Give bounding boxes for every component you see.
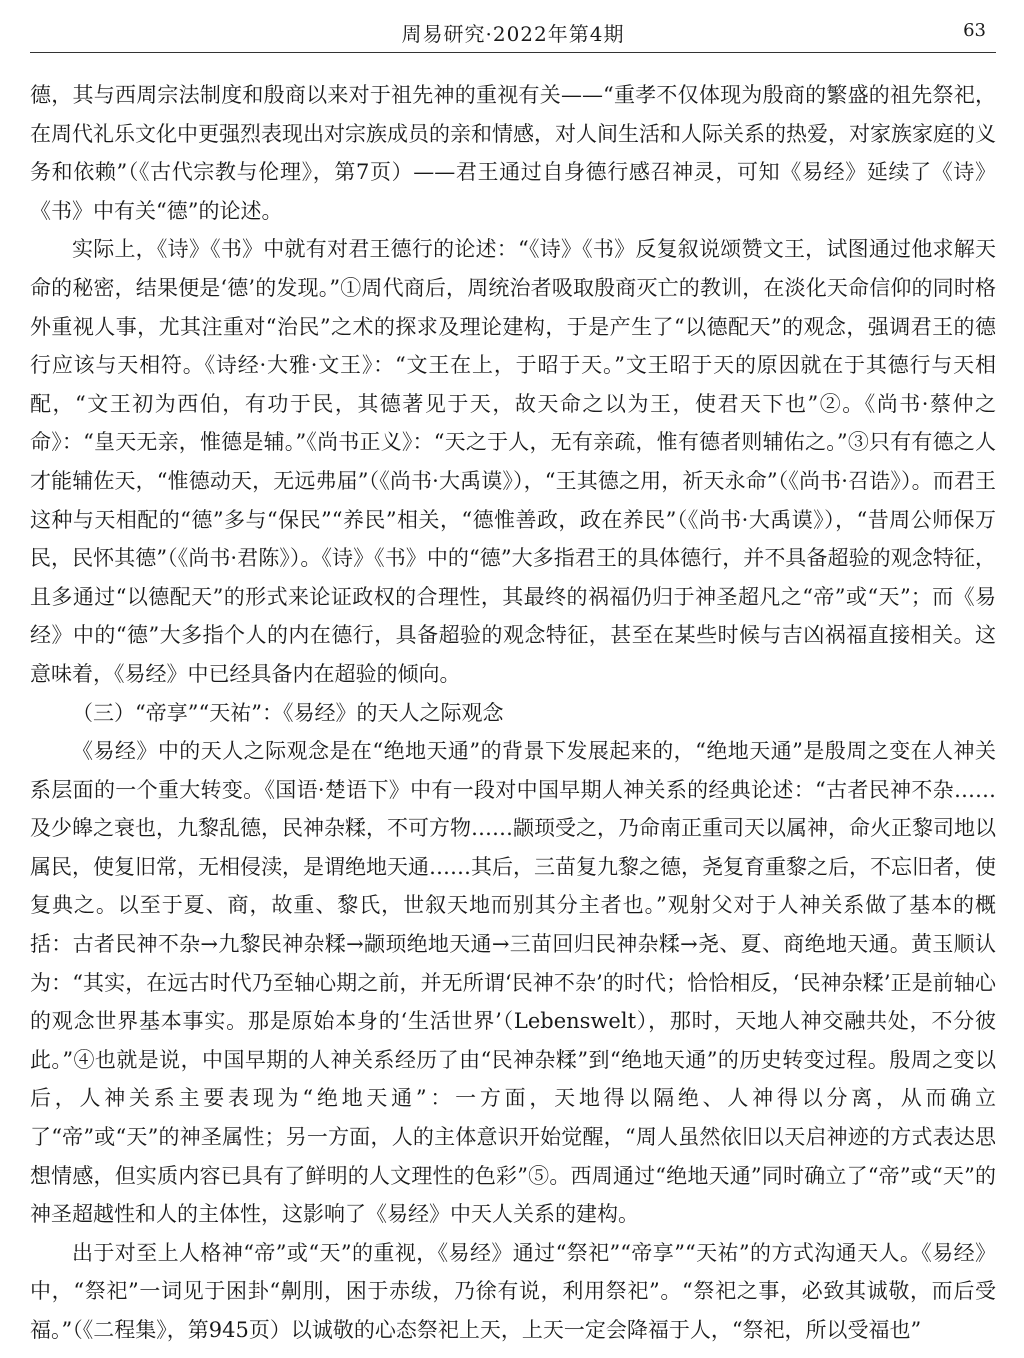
paragraph-juedi-tiantong: 《易经》中的天人之际观念是在“绝地天通”的背景下发展起来的，“绝地天通”是殷周之变在人神关系层面的一个重大转变。《国语·楚语下》中有一段对中国早期人神关系的经典论述：“古者民神不杂……及少皞之衰也，九黎乱德，民神杂糅，不可方物……颛顼受之，乃命南正重司天以属神，命火正黎司地以属民，使复旧常，无相侵渎，是谓绝地天通……其后，三苗复九黎之德，尧复育重黎之后，不忘旧者，使复典之。以至于夏、商，故重、黎氏，世叙天地而别其分主者也。”观射父对于人神关系做了基本的概括：古者民神不杂→九黎民神杂糅→颛顼绝地天通→三苗回归民神杂糅→尧、夏、商绝地天通。黄玉顺认为：“其实，在远古时代乃至轴心期之前，并无所谓‘民神不杂’的时代；恰恰相反，‘民神杂糅’正是前轴心的观念世界基本事实。那是原始本身的‘生活世界’（Lebenswelt），那时，天地人神交融共处，不分彼此。”④也就是说，中国早期的人神关系经历了由“民神杂糅”到“绝地天通”的历史转变过程。殷周之变以后，人神关系主要表现为“绝地天通”：一方面，天地得以隔绝、人神得以分离，从而确立了“帝”或“天”的神圣属性；另一方面，人的主体意识开始觉醒，“周人虽然依旧以天启神迹的方式表达思想情感，但实质内容已具有了鲜明的人文理性的色彩”⑤。西周通过“绝地天通”同时确立了“帝”或“天”的神圣超越性和人的主体性，这影响了《易经》中天人关系的建构。 xyxy=(30,739,996,1227)
article-body xyxy=(30,76,996,1350)
paragraph-shishu-de: 实际上，《诗》《书》中就有对君王德行的论述：“《诗》《书》反复叙说颂赞文王，试图通过他求解天命的秘密，结果便是‘德’的发现。”①周代商后，周统治者吸取殷商灭亡的教训，在淡化天命信仰的同时格外重视人事，尤其注重对“治民”之术的探求及理论建构，于是产生了“以德配天”的观念，强调君王的德行应该与天相符。《诗经·大雅·文王》：“文王在上，于昭于天。”文王昭于天的原因就在于其德行与天相配，“文王初为西伯，有功于民，其德著见于天，故天命之以为王，使君天下也”②。《尚书·蔡仲之命》：“皇天无亲，惟德是辅。”《尚书正义》：“天之于人，无有亲疏，惟有德者则辅佑之。”③只有有德之人才能辅佐天，“惟德动天，无远弗届”（《尚书·大禹谟》），“王其德之用，祈天永命”（《尚书·召诰》）。而君王这种与天相配的“德”多与“保民”“养民”相关，“德惟善政，政在养民”（《尚书·大禹谟》），“昔周公师保万民，民怀其德”（《尚书·君陈》）。《诗》《书》中的“德”大多指君王的具体德行，并不具备超验的观念特征，且多通过“以德配天”的形式来论证政权的合理性，其最终的祸福仍归于神圣超凡之“帝”或“天”；而《易经》中的“德”大多指个人的内在德行，具备超验的观念特征，甚至在某些时候与吉凶祸福直接相关。这意味着，《易经》中已经具备内在超验的倾向。 xyxy=(30,237,996,686)
page-number: 63 xyxy=(963,20,986,41)
section-heading: （三）“帝享”“天祐”：《易经》的天人之际观念 xyxy=(72,700,504,725)
paragraph-jisi: 出于对至上人格神“帝”或“天”的重视，《易经》通过“祭祀”“帝享”“天祐”的方式沟通天人。《易经》中，“祭祀”一词见于困卦“劓刖，困于赤绂，乃徐有说，利用祭祀”。“祭祀之事，必致其诚敬，而后受福。”（《二程集》，第945页）以诚敬的心态祭祀上天，上天一定会降福于人，“祭祀，所以受福也” xyxy=(30,1240,996,1342)
paragraph-continuation: 德，其与西周宗法制度和殷商以来对于祖先神的重视有关——“重孝不仅体现为殷商的繁盛的祖先祭祀，在周代礼乐文化中更强烈表现出对宗族成员的亲和情感，对人间生活和人际关系的热爱，对家族家庭的义务和依赖”（《古代宗教与伦理》，第7页）——君王通过自身德行感召神灵，可知《易经》延续了《诗》《书》中有关“德”的论述。 xyxy=(30,83,996,223)
running-header xyxy=(30,14,996,53)
journal-title: 周易研究·2022年第4期 xyxy=(401,22,625,46)
